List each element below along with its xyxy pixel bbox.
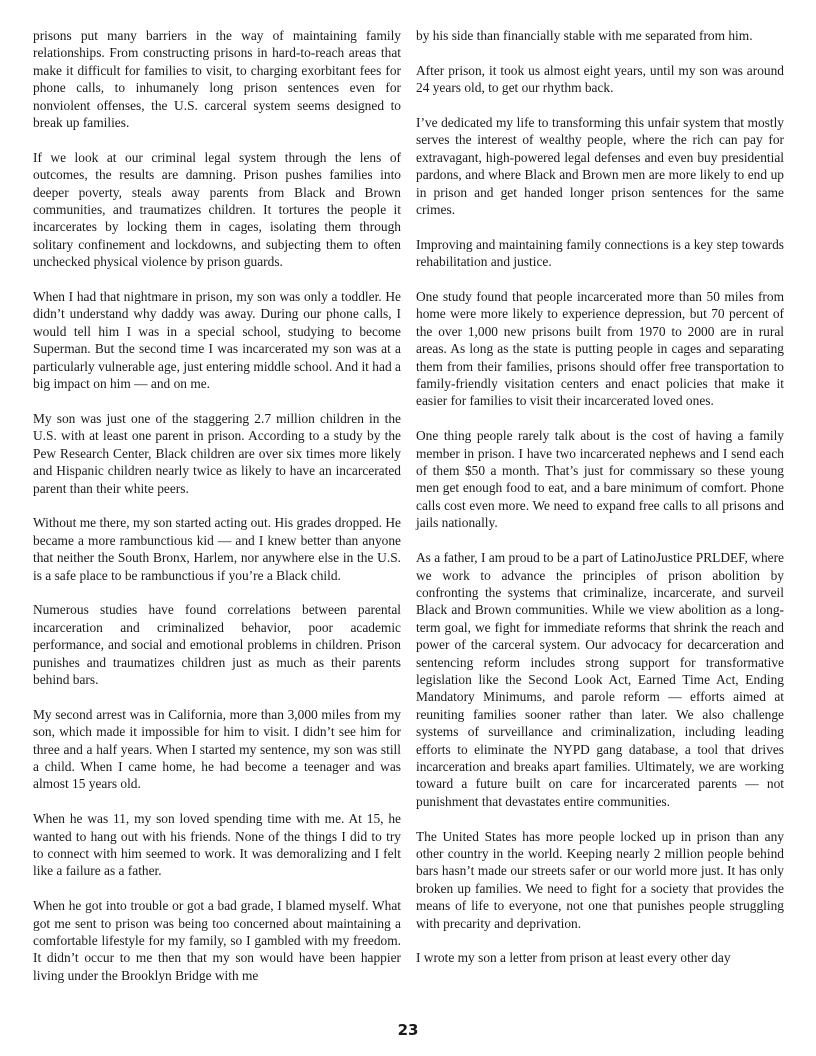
paragraph: I’ve dedicated my life to transforming this unfair system that mostly serves the interest of wealthy people, where the rich can pay for extravagant, high-powered legal defenses and even buy presidential pardons, and where Black and Brown men are more likely to end up in prison and get handed longer prison sentences for the same crimes. xyxy=(416,115,784,218)
left-column xyxy=(33,27,401,984)
paragraph: by his side than financially stable with me separated from him. xyxy=(416,28,753,43)
paragraph: As a father, I am proud to be a part of LatinoJustice PRLDEF, where we work to advance the principles of prison abolition by confronting the systems that criminalize, incarcerate, and surveil Black and Brown communities. While we view abolition as a long-term goal, we fight for immediate reforms that shrink the reach and power of the carceral system. Our advocacy for decarceration and sentencing reform includes strong support for transformative legislation like the Second Look Act, Earned Time Act, Ending Mandatory Minimums, and parole reform — efforts aimed at reuniting families sooner rather than later. We also challenge systems of surveillance and criminalization, including leading efforts to eliminate the NYPD gang database, a tool that drives incarceration and breaks apart families. Ultimately, we are working toward a future built on care for incarcerated parents — not punishment that devastates entire communities. xyxy=(416,550,784,809)
paragraph: One study found that people incarcerated more than 50 miles from home were more likely to experience depression, but 70 percent of the over 1,000 new prisons built from 1970 to 2000 are in rural areas. As long as the state is putting people in cages and separating them from their families, prisons should offer free transportation to family-friendly visitation centers and enact policies that make it easier for families to visit their incarcerated loved ones. xyxy=(416,289,784,409)
paragraph: My son was just one of the staggering 2.7 million children in the U.S. with at least one parent in prison. According to a study by the Pew Research Center, Black children are over six times more likely and Hispanic children nearly twice as likely to have an incarcerated parent than their white peers. xyxy=(33,410,401,496)
paragraph: When I had that nightmare in prison, my son was only a toddler. He didn’t understand why daddy was away. During our phone calls, I would tell him I was in a special school, studying to become Superman. But the second time I was incarcerated my son was at a particularly vulnerable age, just entering middle school. And it had a big impact on him — and on me. xyxy=(33,289,401,392)
paragraph: Numerous studies have found correlations between parental incarceration and criminalized behavior, poor academic performance, and social and emotional problems in children. Prison punishes and traumatizes children just as much as their parents behind bars. xyxy=(33,602,401,687)
paragraph: I wrote my son a letter from prison at least every other day xyxy=(416,950,731,966)
right-column xyxy=(416,27,784,967)
paragraph: When he was 11, my son loved spending time with me. At 15, he wanted to hang out with his friends. None of the things I did to try to connect with him seemed to work. It was demoralizing and I felt like a failure as a father. xyxy=(33,811,401,879)
paragraph: After prison, it took us almost eight years, until my son was around 24 years old, to get our rhythm back. xyxy=(416,62,784,96)
paragraph: If we look at our criminal legal system through the lens of outcomes, the results are damning. Prison pushes families into deeper poverty, steals away parents from Black and Brown communities, and traumatizes children. It tortures the people it incarcerates by locking them in cages, isolating them through solitary confinement and lockdowns, and subjecting them to often unchecked physical violence by prison guards. xyxy=(33,149,401,270)
paragraph: Improving and maintaining family connections is a key step towards rehabilitation and justice. xyxy=(416,236,784,270)
paragraph: prisons put many barriers in the way of maintaining family relationships. From constructing prisons in hard-to-reach areas that make it difficult for families to visit, to charging exorbitant fees for phone calls, to inhumanely long prison sentences even for nonviolent offenses, the U.S. carceral system seems designed to break up families. xyxy=(33,28,401,131)
paragraph: When he got into trouble or got a bad grade, I blamed myself. What got me sent to prison was being too concerned about maintaining a comfortable lifestyle for my family, so I gambled with my freedom. It didn’t occur to me then that my son would have been happier living under the Brooklyn Bridge with me xyxy=(33,898,401,983)
paragraph: The United States has more people locked up in prison than any other country in the world. Keeping nearly 2 million people behind bars hasn’t made our streets safer or our world more just. It has only broken up families. We need to fight for a society that provides the means of life to everyone, not one that punishes people struggling with precarity and deprivation. xyxy=(416,828,784,931)
paragraph: Without me there, my son started acting out. His grades dropped. He became a more rambunctious kid — and I knew better than anyone that neither the South Bronx, Harlem, nor anywhere else in the U.S. is a safe place to be rambunctious if you’re a Black child. xyxy=(33,515,401,583)
paragraph: My second arrest was in California, more than 3,000 miles from my son, which made it impossible for him to visit. I didn’t see him for three and a half years. When I started my sentence, my son was still a child. When I came home, he had become a teenager and was almost 15 years old. xyxy=(33,706,401,792)
paragraph: One thing people rarely talk about is the cost of having a family member in prison. I have two incarcerated nephews and I send each of them $50 a month. That’s just for commissary so these young men get enough food to eat, and a bare minimum of comfort. Phone calls cost even more. We need to expand free calls to all prisons and jails nationally. xyxy=(416,428,784,531)
page-number: 23 xyxy=(397,1021,419,1039)
